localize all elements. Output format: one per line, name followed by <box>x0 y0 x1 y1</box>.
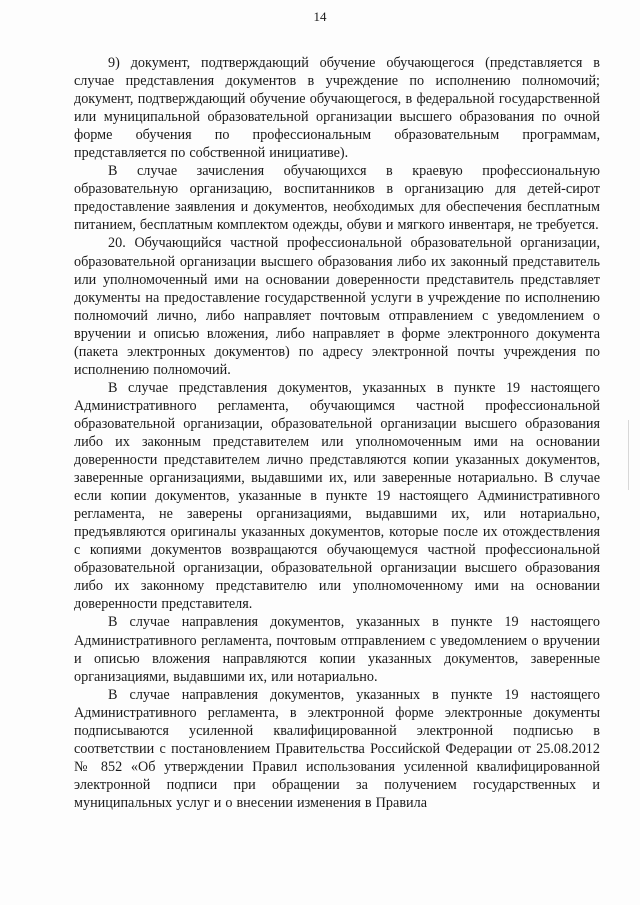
paragraph-postal-submission: В случае направления документов, указанных в пункте 19 настоящего Административного регламента, почтовым отправлением с уведомлением о вручении и описью вложения направляются копии указанных документов, заверенные организациями, выдавшими их, или нотариально. <box>74 614 600 685</box>
paragraph-enrollment-case: В случае зачисления обучающихся в краевую профессиональную образовательную организацию, воспитанников в организацию для детей-сирот предоставление заявления и документов, необходимых для обеспечения бесплатным питанием, бесплатным комплектом одежды, обуви и мягкого инвентаря, не требуется. <box>74 163 600 234</box>
paragraph-clause-20: 20. Обучающийся частной профессиональной образовательной организации, образовательной организации высшего образования либо их законный представитель или уполномоченный ими на основании доверенности представитель представляет документы на предоставление государственной услуги в учреждение по исполнению полномочий лично, либо направляет почтовым отправлением с уведомлением о вручении и описью вложения, либо направляет в форме электронного документа (пакета электронных документов) по адресу электронной почты учреждения по исполнению полномочий. <box>74 235 600 378</box>
document-body <box>74 54 600 812</box>
paragraph-electronic-submission: В случае направления документов, указанных в пункте 19 настоящего Административного регламента, в электронной форме электронные документы подписываются усиленной квалифицированной электронной подписью в соответствии с постановлением Правительства Российской Федерации от 25.08.2012 № 852 «Об утверждении Правил использования усиленной квалифицированной электронной подписи при обращении за получением государственных и муниципальных услуг и о внесении изменения в Правила <box>74 686 600 811</box>
scan-margin-line <box>628 420 629 490</box>
page-number: 14 <box>313 9 327 24</box>
paragraph-in-person-submission: В случае представления документов, указанных в пункте 19 настоящего Административного регламента, обучающимся частной профессиональной образовательной организации, образовательной организации высшего образования либо их законным представителем или уполномоченным ими на основании доверенности представителем лично представляются копии указанных документов, заверенные организациями, выдавшими их, или заверенные нотариально. В случае если копии документов, указанные в пункте 19 настоящего Административного регламента, не заверены организациями, выдавшими их, или нотариально, предъявляются оригиналы указанных документов, которые после их отождествления с копиями документов возвращаются обучающемуся частной профессиональной образовательной организации, образовательной организации высшего образования либо их законному представителю или уполномоченному ими на основании доверенности представителя. <box>74 379 600 613</box>
paragraph-item-9-document: 9) документ, подтверждающий обучение обучающегося (представляется в случае представления документов в учреждение по исполнению полномочий; документ, подтверждающий обучение обучающегося, в федеральной государственной или муниципальной образовательной организации высшего образования по очной форме обучения по профессиональным образовательным программам, представляется по собственной инициативе). <box>74 55 600 162</box>
